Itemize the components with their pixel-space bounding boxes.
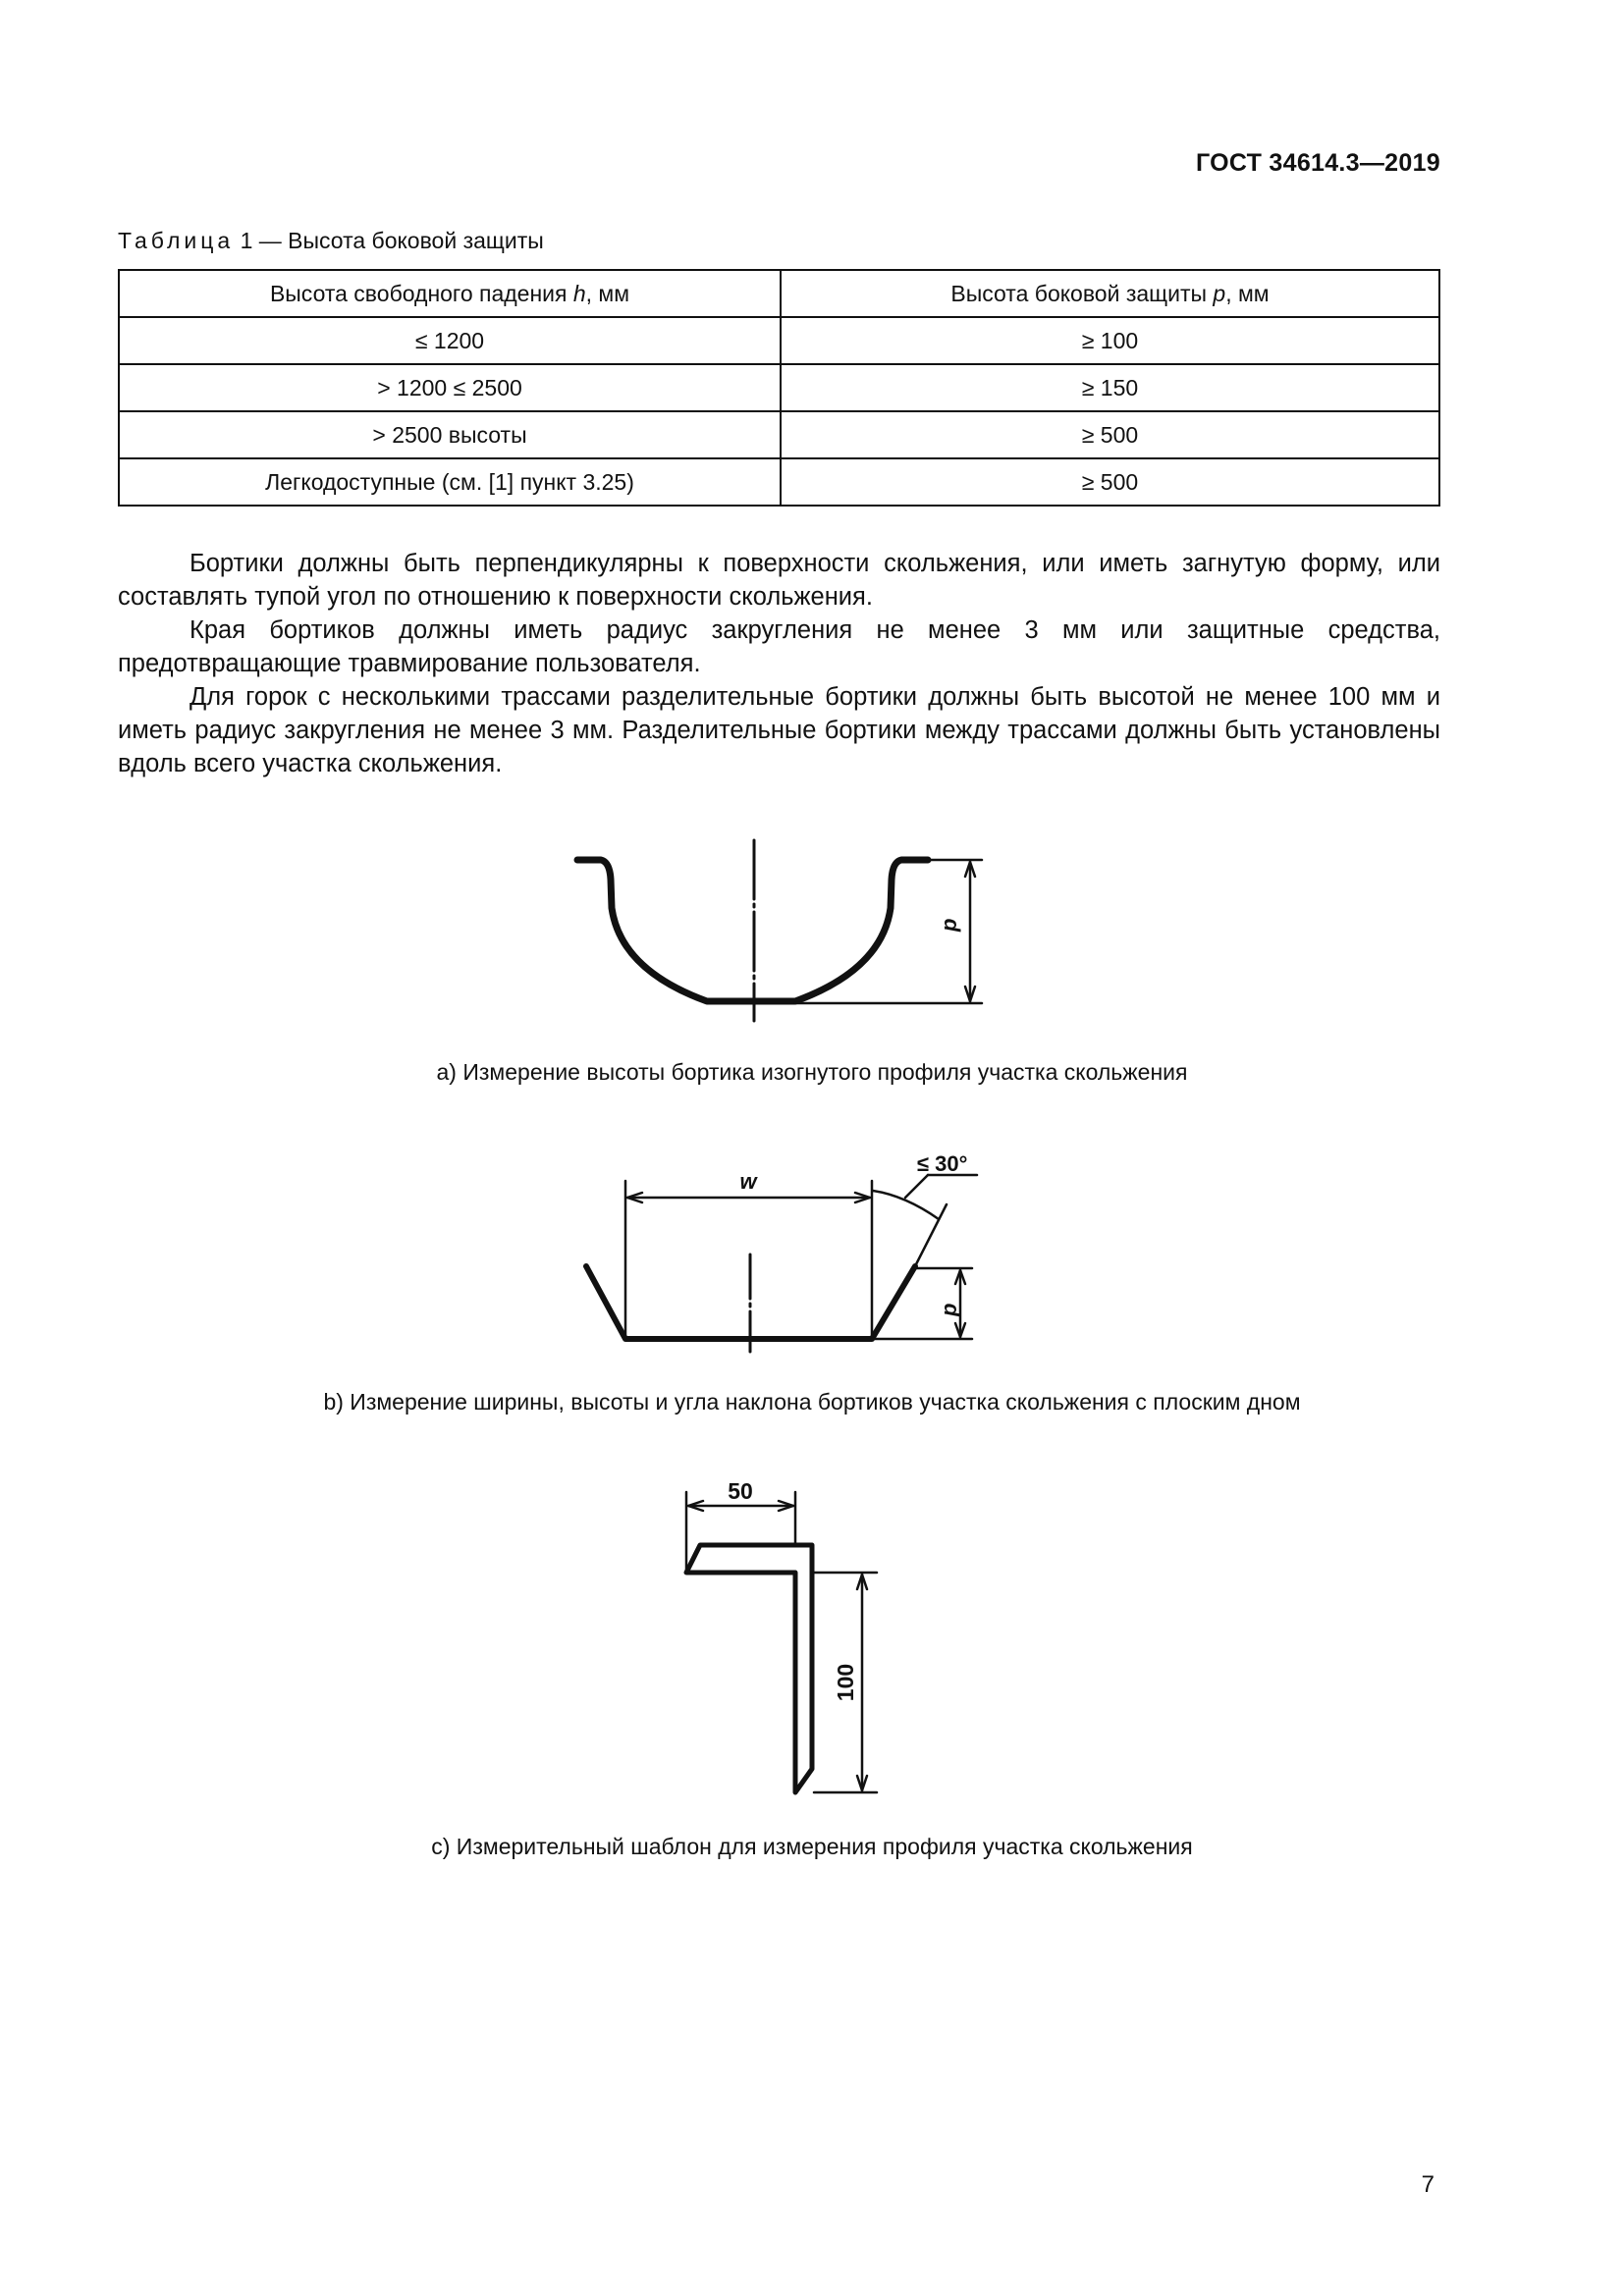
cell-protection-height: ≥ 100 [781, 317, 1439, 364]
figure-a-p-label: p [937, 918, 961, 932]
table-caption-label: Таблица [118, 228, 235, 253]
page-number: 7 [1421, 2171, 1435, 2198]
paragraph: Для горок с несколькими трассами разделительные бортики должны быть высотой не менее 100 мм и иметь радиус закругления не менее 3 мм. Разделительные бортики между трассами должны быть установлены вдоль всего участка скольжения. [118, 683, 1440, 777]
cell-fall-height: > 2500 высоты [119, 411, 781, 458]
figure-c-100-label: 100 [833, 1663, 858, 1702]
figure-b-flat-profile [586, 1175, 977, 1352]
figure-b-w-label: w [739, 1169, 757, 1194]
table-caption-title: 1 — Высота боковой защиты [234, 228, 544, 253]
paragraph: Края бортиков должны иметь радиус закругления не менее 3 мм или защитные средства, предотвращающие травмирование пользователя. [118, 616, 1440, 677]
figure-b-caption: b) Измерение ширины, высоты и угла наклона бортиков участка скольжения с плоским дном [323, 1389, 1301, 1415]
figure-c-template [686, 1492, 877, 1792]
figure-c-caption: c) Измерительный шаблон для измерения профиля участка скольжения [431, 1834, 1193, 1859]
cell-protection-height: ≥ 500 [781, 411, 1439, 458]
paragraph: Бортики должны быть перпендикулярны к поверхности скольжения, или иметь загнутую форму, или составлять тупой угол по отношению к поверхности скольжения. [118, 550, 1440, 611]
cell-protection-height: ≥ 500 [781, 458, 1439, 506]
figure-b-p-label: p [937, 1303, 961, 1316]
cell-fall-height: > 1200 ≤ 2500 [119, 364, 781, 411]
header-fall-height: Высота свободного падения h, мм [119, 270, 781, 317]
figure-a-curved-profile [577, 840, 982, 1021]
figure-b-angle-label: ≤ 30° [917, 1151, 968, 1176]
cell-fall-height: ≤ 1200 [119, 317, 781, 364]
cell-protection-height: ≥ 150 [781, 364, 1439, 411]
figure-a-caption: a) Измерение высоты бортика изогнутого профиля участка скольжения [436, 1059, 1188, 1085]
document-number: ГОСТ 34614.3—2019 [1195, 149, 1440, 177]
cell-fall-height: Легкодоступные (см. [1] пункт 3.25) [119, 458, 781, 506]
header-protection-height: Высота боковой защиты p, мм [781, 270, 1439, 317]
figure-c-50-label: 50 [728, 1478, 753, 1504]
